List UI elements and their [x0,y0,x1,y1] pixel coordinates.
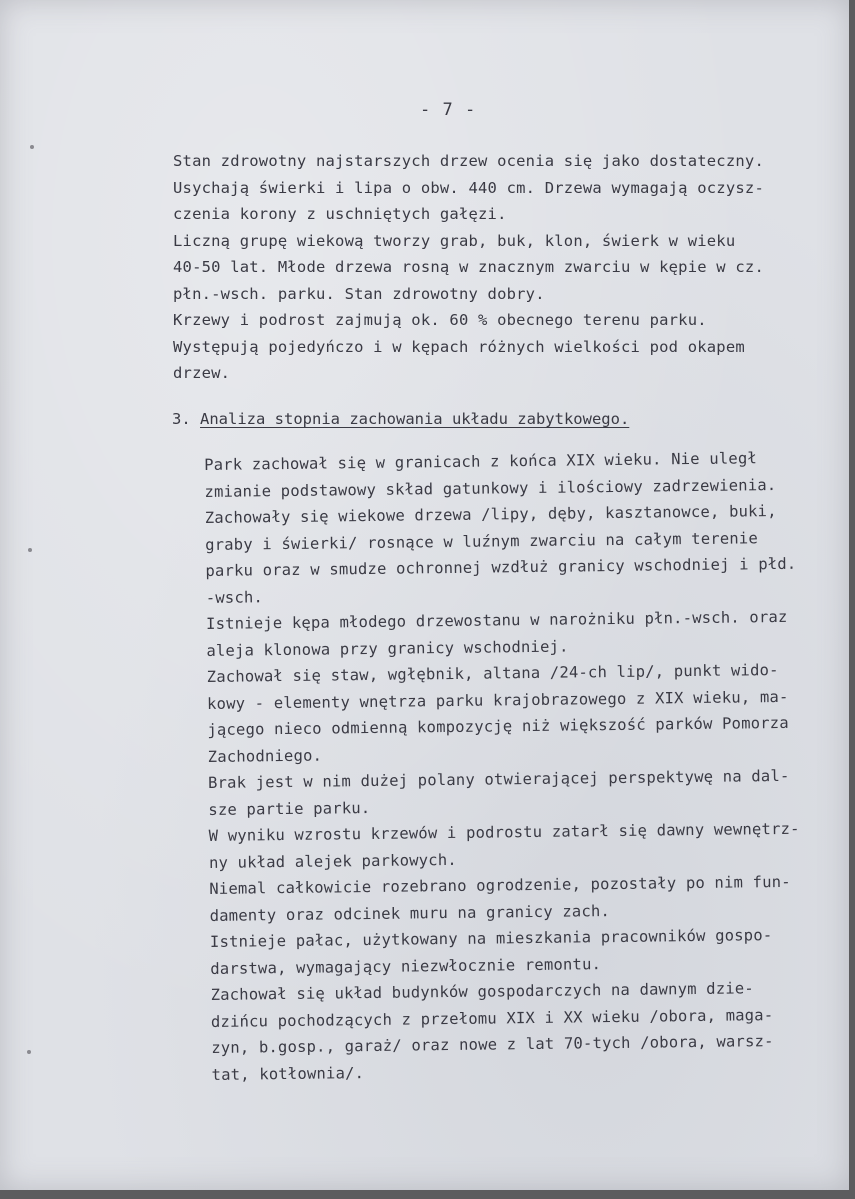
text-line: W wyniku wzrostu krzewów i podrostu zatarł się dawny wewnętrz- [208,819,800,845]
paragraph-tree-condition [173,148,764,387]
text-line: Usychają świerki i lipa o obw. 440 cm. Drzewa wymagają oczysz- [173,178,764,197]
section-number: 3. [172,410,191,428]
text-line: parku oraz w smudze ochronnej wzdłuż granicy wschodniej i płd. [205,554,797,580]
text-line: zmianie podstawowy skład gatunkowy i ilościowy zadrzewienia. [204,475,777,501]
text-line: zyn, b.gosp., garaż/ oraz nowe z lat 70-tych /obora, warsz- [211,1032,774,1057]
text-line: darstwa, wymagający niezwłocznie remontu. [210,954,602,978]
text-line: Istnieje kępa młodego drzewostanu w narożniku płn.-wsch. oraz [205,607,788,633]
page-edge-right [849,0,855,1199]
text-line: Zachowały się wiekowe drzewa /lipy, dęby, kasztanowce, buki, [204,502,777,527]
text-line: aleja klonowa przy granicy wschodniej. [206,637,569,660]
text-line: Krzewy i podrost zajmują ok. 60 % obecnego terenu parku. [173,311,707,329]
punch-hole-mark [28,548,32,552]
text-line: Liczną grupę wiekową tworzy grab, buk, klon, świerk w wieku [173,231,736,250]
text-line: Występują pojedyńczo i w kępach różnych wielkości pod okapem [173,337,745,356]
text-line: Park zachował się w granicach z końca XIX wieku. Nie uległ [204,449,758,474]
section-heading [172,410,629,428]
text-line: ny układ alejek parkowych. [208,850,457,872]
text-line: Zachodniego. [207,746,323,766]
page-edge-bottom [0,1190,855,1199]
section-title: Analiza stopnia zachowania układu zabytkowego. [200,410,630,428]
text-line: damenty oraz odcinek muru na granicy zach. [209,901,611,925]
text-line: 40-50 lat. Młode drzewa rosną w znacznym zwarciu w kępie w cz. [173,258,764,276]
text-line: tat, kotłownia/. [211,1063,365,1084]
page-number: - 7 - [420,100,477,120]
paragraph-preservation-analysis [204,445,803,1088]
text-line: płn.-wsch. parku. Stan zdrowotny dobry. [173,284,545,303]
text-line: Zachował się układ budynków gospodarczych na dawnym dzie- [210,979,755,1004]
text-line: kowy - elementy wnętrza parku krajobrazowego z XIX wieku, ma- [206,687,789,713]
text-line: sze partie parku. [208,798,371,819]
text-line: -wsch. [205,587,264,607]
text-line: Zachował się staw, wgłębnik, altana /24-ch lip/, punkt wido- [206,660,779,686]
punch-hole-mark [27,1050,31,1054]
text-line: jącego nieco odmienną kompozycję niż większość parków Pomorza [207,713,789,739]
text-line: Brak jest w nim dużej polany otwierającej perspektywę na dal- [207,766,790,792]
text-line: Niemal całkowicie rozebrano ogrodzenie, pozostały po nim fun- [209,872,791,898]
punch-hole-mark [30,145,34,149]
text-line: Stan zdrowotny najstarszych drzew ocenia się jako dostateczny. [173,152,764,170]
text-line: dzińcu pochodzących z przełomu XIX i XX wieku /obora, maga- [210,1005,774,1031]
text-line: graby i świerki/ rosnące w luźnym zwarciu na całym terenie [205,528,759,554]
text-line: drzew. [173,364,231,382]
text-line: Istnieje pałac, użytkowany na mieszkania pracowników gospo- [209,926,773,951]
text-line: czenia korony z uschniętych gałęzi. [173,205,507,223]
